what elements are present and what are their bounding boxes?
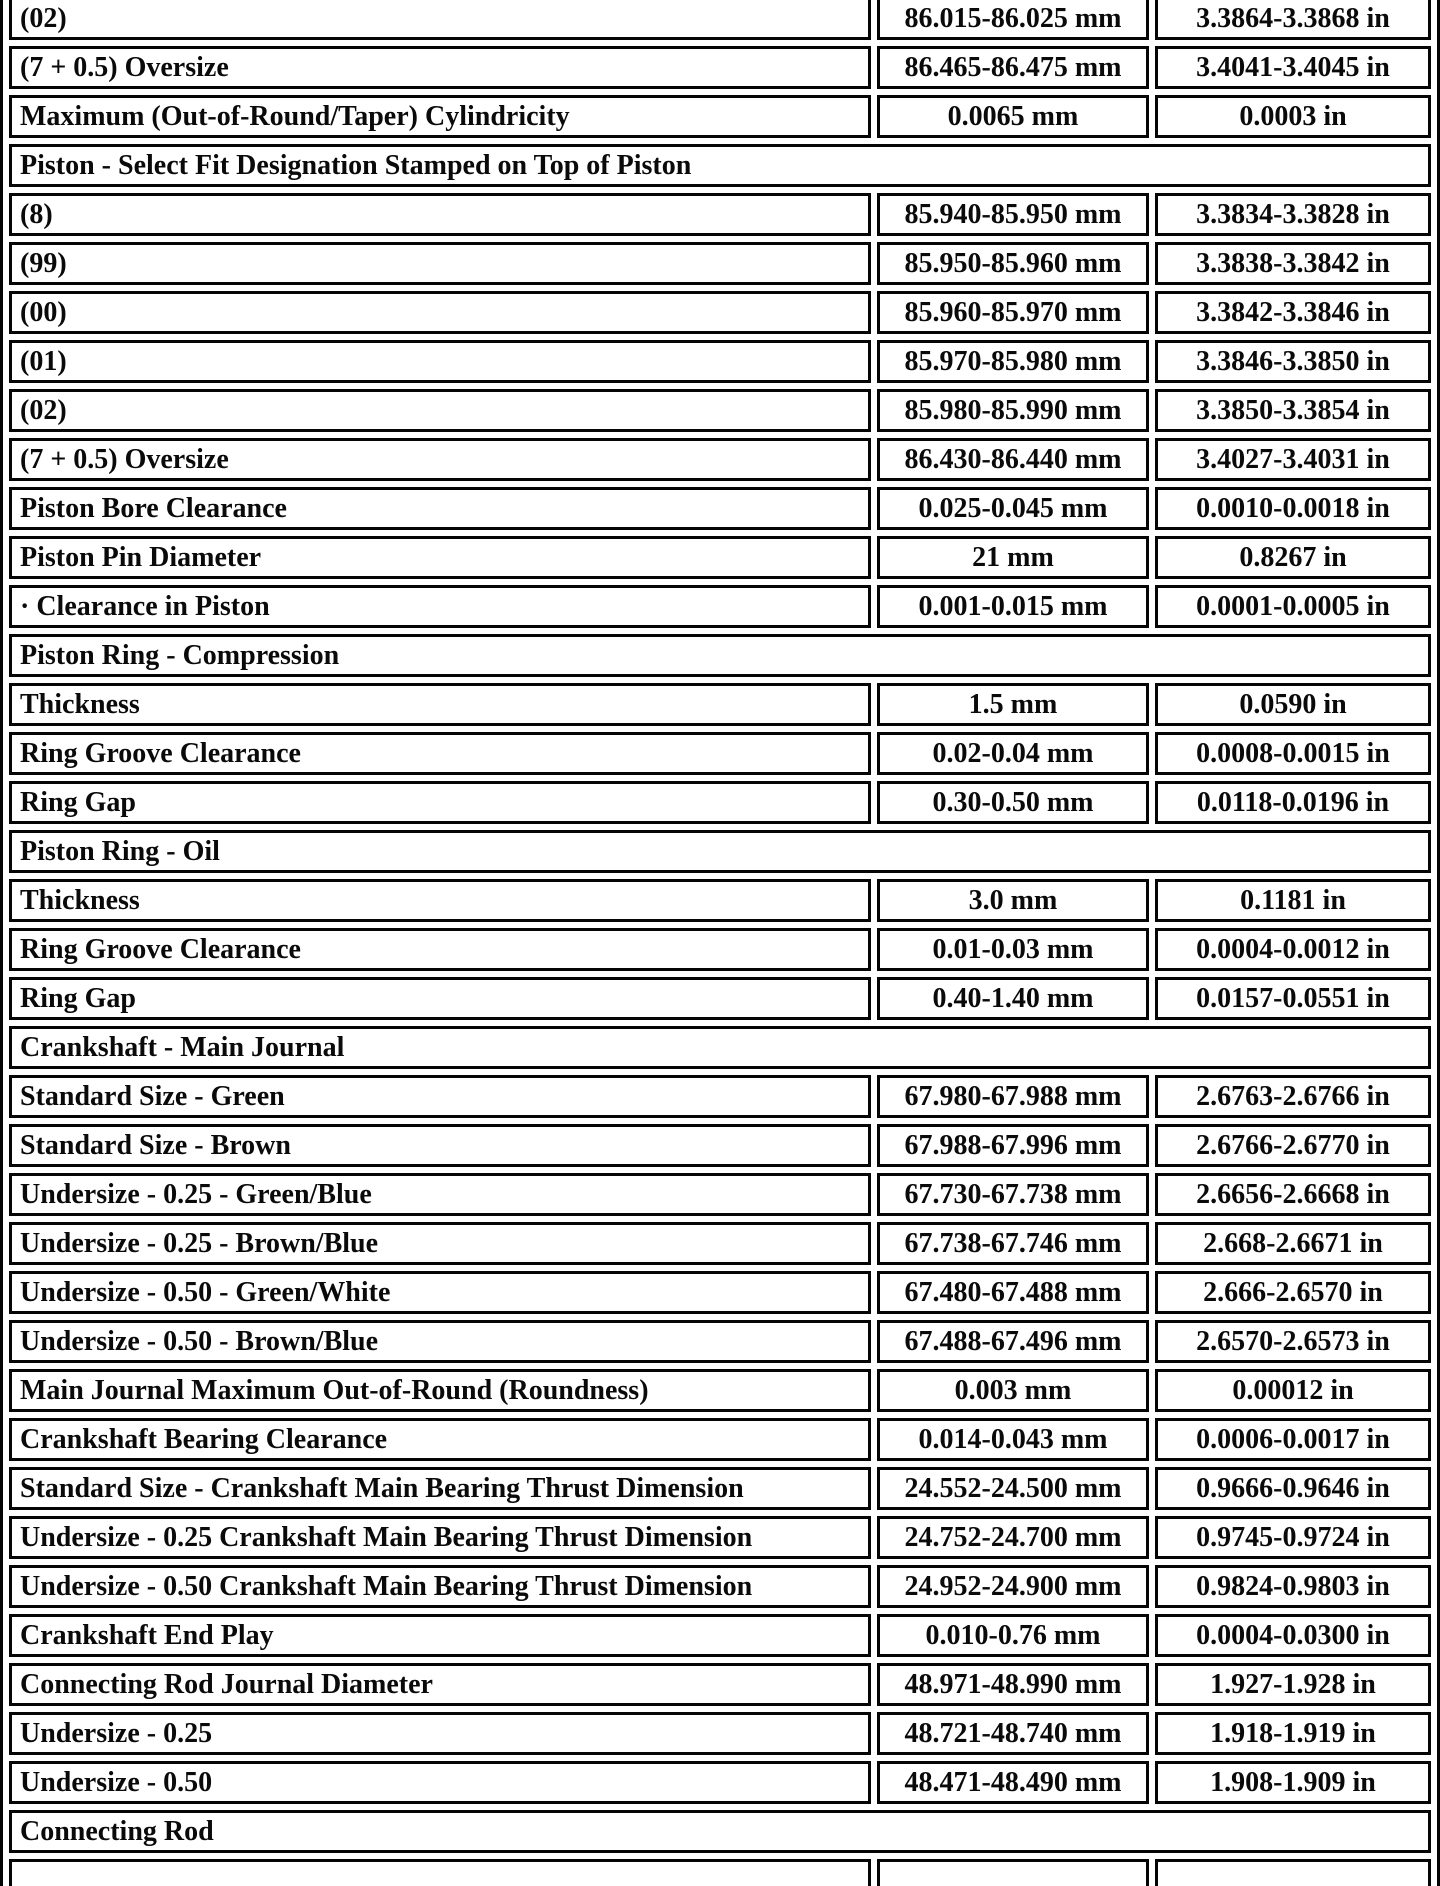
spec-metric-value-cell: 67.480-67.488 mm: [877, 1271, 1149, 1314]
spec-row: [9, 1369, 1431, 1412]
spec-metric-value-cell: 67.980-67.988 mm: [877, 1075, 1149, 1118]
spec-row: [9, 732, 1431, 775]
spec-inch-value-cell: 2.6763-2.6766 in: [1155, 1075, 1431, 1118]
spec-label-cell: (02): [9, 389, 871, 432]
spec-label-cell: Crankshaft End Play: [9, 1614, 871, 1657]
spec-label-cell: (00): [9, 291, 871, 334]
spec-metric-value-cell: 3.0 mm: [877, 879, 1149, 922]
spec-inch-value-cell: 3.4027-3.4031 in: [1155, 438, 1431, 481]
spec-inch-value-cell: 2.6656-2.6668 in: [1155, 1173, 1431, 1216]
spec-row: [9, 879, 1431, 922]
spec-metric-value-cell: 67.488-67.496 mm: [877, 1320, 1149, 1363]
spec-metric-value-cell: 85.960-85.970 mm: [877, 291, 1149, 334]
section-header-label: Piston Ring - Oil: [9, 830, 1431, 873]
spec-row: [9, 389, 1431, 432]
spec-inch-value-cell: 0.0003 in: [1155, 95, 1431, 138]
spec-label-cell: Standard Size - Crankshaft Main Bearing Thrust Dimension: [9, 1467, 871, 1510]
spec-row: [9, 1565, 1431, 1608]
spec-row: [9, 242, 1431, 285]
spec-metric-value-cell: 0.30-0.50 mm: [877, 781, 1149, 824]
spec-metric-value-cell: 0.014-0.043 mm: [877, 1418, 1149, 1461]
spec-row: [9, 1516, 1431, 1559]
spec-label-cell: Piston Pin Diameter: [9, 536, 871, 579]
spec-inch-value-cell: 0.0590 in: [1155, 683, 1431, 726]
spec-inch-value-cell: 0.0004-0.0300 in: [1155, 1614, 1431, 1657]
spec-row: [9, 1222, 1431, 1265]
spec-label-cell: Maximum (Out-of-Round/Taper) Cylindricity: [9, 95, 871, 138]
spec-inch-value-cell: 2.666-2.6570 in: [1155, 1271, 1431, 1314]
spec-label-cell: Undersize - 0.50 - Brown/Blue: [9, 1320, 871, 1363]
section-header-row: [9, 1810, 1431, 1853]
spec-row: [9, 1173, 1431, 1216]
spec-inch-value-cell: [1155, 1859, 1431, 1886]
spec-inch-value-cell: 0.0008-0.0015 in: [1155, 732, 1431, 775]
spec-row: [9, 1124, 1431, 1167]
spec-label-cell: Undersize - 0.25 - Brown/Blue: [9, 1222, 871, 1265]
spec-metric-value-cell: 67.730-67.738 mm: [877, 1173, 1149, 1216]
spec-metric-value-cell: 48.721-48.740 mm: [877, 1712, 1149, 1755]
spec-row: [9, 781, 1431, 824]
section-header-label: Piston Ring - Compression: [9, 634, 1431, 677]
spec-inch-value-cell: 3.4041-3.4045 in: [1155, 46, 1431, 89]
spec-inch-value-cell: 0.0157-0.0551 in: [1155, 977, 1431, 1020]
spec-label-cell: Undersize - 0.50: [9, 1761, 871, 1804]
spec-label-cell: Ring Groove Clearance: [9, 928, 871, 971]
spec-inch-value-cell: 0.0001-0.0005 in: [1155, 585, 1431, 628]
spec-metric-value-cell: 0.025-0.045 mm: [877, 487, 1149, 530]
spec-table-body: [9, 0, 1431, 1886]
spec-metric-value-cell: 24.952-24.900 mm: [877, 1565, 1149, 1608]
spec-inch-value-cell: 0.9666-0.9646 in: [1155, 1467, 1431, 1510]
spec-label-cell: Ring Gap: [9, 781, 871, 824]
spec-inch-value-cell: 0.9745-0.9724 in: [1155, 1516, 1431, 1559]
spec-metric-value-cell: 48.471-48.490 mm: [877, 1761, 1149, 1804]
spec-row: [9, 928, 1431, 971]
spec-inch-value-cell: 0.0010-0.0018 in: [1155, 487, 1431, 530]
spec-inch-value-cell: 3.3864-3.3868 in: [1155, 0, 1431, 40]
spec-inch-value-cell: 0.0118-0.0196 in: [1155, 781, 1431, 824]
spec-metric-value-cell: 86.465-86.475 mm: [877, 46, 1149, 89]
spec-metric-value-cell: 86.015-86.025 mm: [877, 0, 1149, 40]
spec-row: [9, 1075, 1431, 1118]
spec-row: [9, 438, 1431, 481]
spec-row: [9, 291, 1431, 334]
spec-row: [9, 1467, 1431, 1510]
spec-label-cell: Crankshaft Bearing Clearance: [9, 1418, 871, 1461]
spec-metric-value-cell: 85.980-85.990 mm: [877, 389, 1149, 432]
spec-inch-value-cell: 3.3838-3.3842 in: [1155, 242, 1431, 285]
spec-row: [9, 977, 1431, 1020]
spec-inch-value-cell: 0.00012 in: [1155, 1369, 1431, 1412]
spec-inch-value-cell: 0.0004-0.0012 in: [1155, 928, 1431, 971]
spec-row: [9, 536, 1431, 579]
section-header-label: Connecting Rod: [9, 1810, 1431, 1853]
spec-metric-value-cell: 85.950-85.960 mm: [877, 242, 1149, 285]
spec-label-cell: Main Journal Maximum Out-of-Round (Roundness): [9, 1369, 871, 1412]
spec-inch-value-cell: 0.8267 in: [1155, 536, 1431, 579]
spec-label-cell: Connecting Rod Journal Diameter: [9, 1663, 871, 1706]
spec-row: [9, 46, 1431, 89]
spec-row: [9, 683, 1431, 726]
spec-metric-value-cell: 67.738-67.746 mm: [877, 1222, 1149, 1265]
spec-label-cell: (02): [9, 0, 871, 40]
section-header-row: [9, 144, 1431, 187]
spec-inch-value-cell: 3.3846-3.3850 in: [1155, 340, 1431, 383]
spec-metric-value-cell: 85.970-85.980 mm: [877, 340, 1149, 383]
spec-label-cell: (01): [9, 340, 871, 383]
spec-metric-value-cell: [877, 1859, 1149, 1886]
spec-inch-value-cell: 2.6766-2.6770 in: [1155, 1124, 1431, 1167]
spec-metric-value-cell: 21 mm: [877, 536, 1149, 579]
spec-label-cell: (8): [9, 193, 871, 236]
section-header-label: Piston - Select Fit Designation Stamped on Top of Piston: [9, 144, 1431, 187]
spec-metric-value-cell: 0.001-0.015 mm: [877, 585, 1149, 628]
spec-row: [9, 193, 1431, 236]
spec-label-cell: Ring Groove Clearance: [9, 732, 871, 775]
spec-metric-value-cell: 48.971-48.990 mm: [877, 1663, 1149, 1706]
spec-row: [9, 1614, 1431, 1657]
spec-metric-value-cell: 0.02-0.04 mm: [877, 732, 1149, 775]
clipped-partial-row: [9, 1859, 1431, 1886]
spec-row: [9, 1761, 1431, 1804]
spec-label-cell: [9, 1859, 871, 1886]
spec-row: [9, 1271, 1431, 1314]
spec-row: [9, 1663, 1431, 1706]
spec-label-cell: Undersize - 0.25 - Green/Blue: [9, 1173, 871, 1216]
spec-label-cell: (7 + 0.5) Oversize: [9, 438, 871, 481]
spec-label-cell: Undersize - 0.50 Crankshaft Main Bearing Thrust Dimension: [9, 1565, 871, 1608]
spec-row: [9, 585, 1431, 628]
spec-row: [9, 95, 1431, 138]
spec-metric-value-cell: 1.5 mm: [877, 683, 1149, 726]
spec-label-cell: (99): [9, 242, 871, 285]
spec-label-cell: Undersize - 0.50 - Green/White: [9, 1271, 871, 1314]
spec-inch-value-cell: 2.668-2.6671 in: [1155, 1222, 1431, 1265]
section-header-row: [9, 1026, 1431, 1069]
spec-inch-value-cell: 1.908-1.909 in: [1155, 1761, 1431, 1804]
spec-inch-value-cell: 3.3850-3.3854 in: [1155, 389, 1431, 432]
spec-metric-value-cell: 0.40-1.40 mm: [877, 977, 1149, 1020]
spec-metric-value-cell: 86.430-86.440 mm: [877, 438, 1149, 481]
section-header-row: [9, 830, 1431, 873]
spec-label-cell: Thickness: [9, 683, 871, 726]
spec-metric-value-cell: 0.003 mm: [877, 1369, 1149, 1412]
spec-label-cell: Ring Gap: [9, 977, 871, 1020]
spec-inch-value-cell: 1.918-1.919 in: [1155, 1712, 1431, 1755]
spec-label-cell: Standard Size - Brown: [9, 1124, 871, 1167]
spec-inch-value-cell: 2.6570-2.6573 in: [1155, 1320, 1431, 1363]
spec-label-cell: Undersize - 0.25 Crankshaft Main Bearing Thrust Dimension: [9, 1516, 871, 1559]
spec-metric-value-cell: 67.988-67.996 mm: [877, 1124, 1149, 1167]
spec-label-cell: (7 + 0.5) Oversize: [9, 46, 871, 89]
spec-row: [9, 340, 1431, 383]
spec-inch-value-cell: 0.0006-0.0017 in: [1155, 1418, 1431, 1461]
spec-row: [9, 0, 1431, 40]
spec-metric-value-cell: 0.010-0.76 mm: [877, 1614, 1149, 1657]
spec-label-cell: Piston Bore Clearance: [9, 487, 871, 530]
spec-metric-value-cell: 0.0065 mm: [877, 95, 1149, 138]
spec-label-cell: Thickness: [9, 879, 871, 922]
spec-row: [9, 487, 1431, 530]
spec-row: [9, 1320, 1431, 1363]
spec-metric-value-cell: 85.940-85.950 mm: [877, 193, 1149, 236]
spec-inch-value-cell: 0.1181 in: [1155, 879, 1431, 922]
spec-inch-value-cell: 3.3842-3.3846 in: [1155, 291, 1431, 334]
spec-inch-value-cell: 0.9824-0.9803 in: [1155, 1565, 1431, 1608]
section-header-label: Crankshaft - Main Journal: [9, 1026, 1431, 1069]
spec-metric-value-cell: 24.752-24.700 mm: [877, 1516, 1149, 1559]
spec-row: [9, 1712, 1431, 1755]
spec-label-cell: Undersize - 0.25: [9, 1712, 871, 1755]
spec-label-cell: Standard Size - Green: [9, 1075, 871, 1118]
spec-metric-value-cell: 24.552-24.500 mm: [877, 1467, 1149, 1510]
section-header-row: [9, 634, 1431, 677]
spec-inch-value-cell: 1.927-1.928 in: [1155, 1663, 1431, 1706]
spec-inch-value-cell: 3.3834-3.3828 in: [1155, 193, 1431, 236]
spec-metric-value-cell: 0.01-0.03 mm: [877, 928, 1149, 971]
spec-row: [9, 1418, 1431, 1461]
spec-label-cell: · Clearance in Piston: [9, 585, 871, 628]
